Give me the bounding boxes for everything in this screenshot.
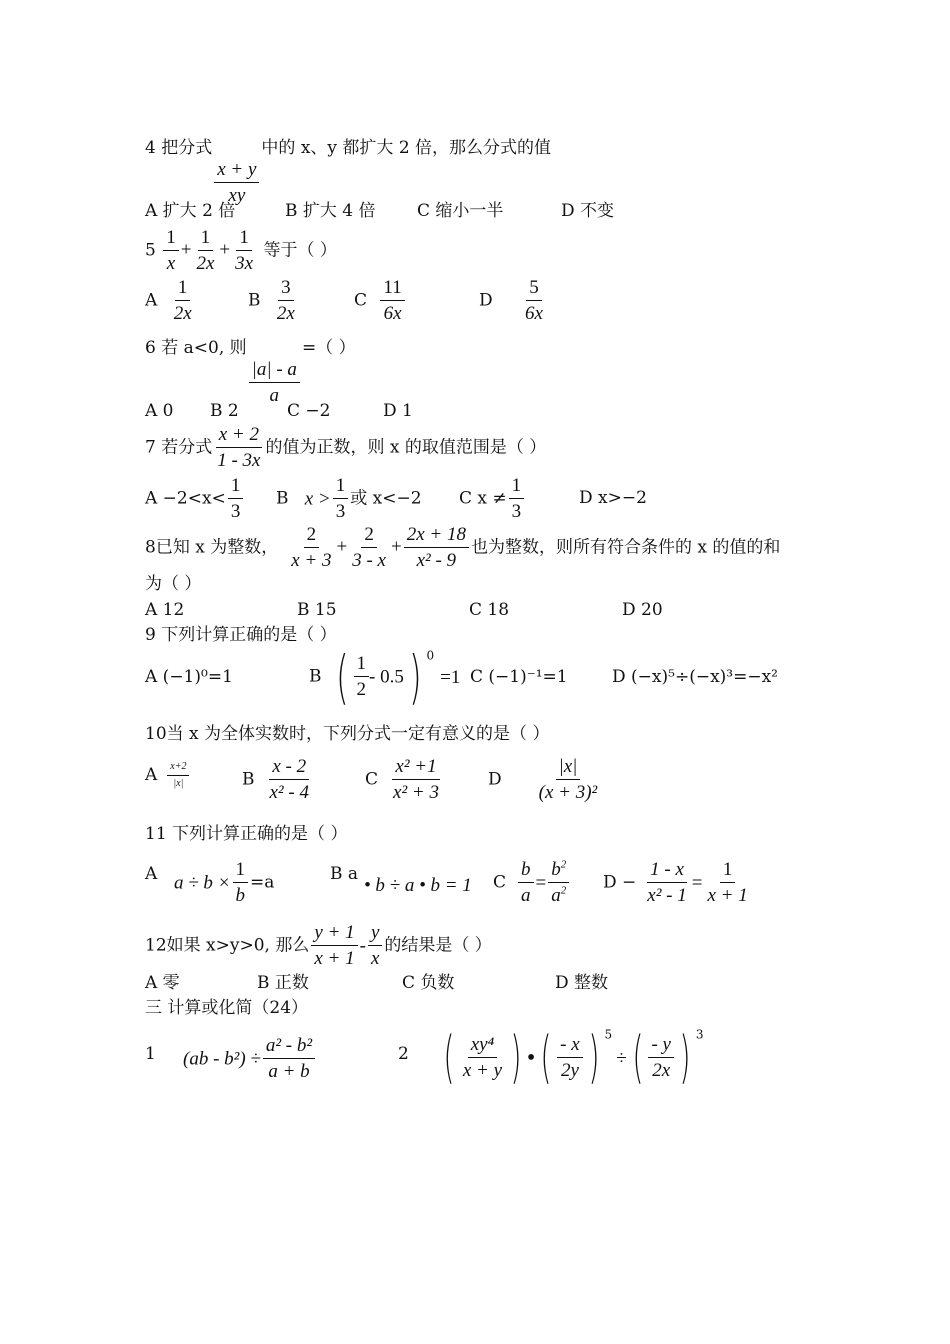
- q4-option-c: C 缩小一半: [417, 201, 504, 221]
- q4-text1: 把分式: [161, 138, 213, 158]
- q6-text: 若 a<0, 则: [161, 338, 247, 358]
- q7-fraction: $\frac{x + 2}{1 - 3x}$: [217, 424, 261, 471]
- q4-option-d: D 不变: [561, 201, 615, 221]
- q7-text2: 的值为正数，则 x 的取值范围是（ ）: [265, 437, 547, 458]
- q4-line: [145, 140, 551, 206]
- q7-option-b: B x > $\frac{1}{3}$ 或 x<−2: [276, 475, 422, 522]
- q7-number: 7: [145, 437, 156, 458]
- q5-number: 5: [145, 240, 156, 261]
- q9-option-d: D (−x)⁵÷(−x)³=−x²: [612, 667, 778, 687]
- q4-fraction: [214, 160, 259, 206]
- q8-line: 8已知 x 为整数， $\frac{2}{x + 3}$ + $\frac{2}{3 - x}$ + $\frac{2x + 18}{\text{x² - 9}}$ 也为整数，则所有符合条件的 x 的值的和: [145, 524, 781, 571]
- q6-number: 6: [145, 338, 156, 358]
- q8-option-b: B 15: [297, 600, 337, 620]
- q4-option-b: B 扩大 4 倍: [285, 201, 376, 221]
- q10-option-d: D $\frac{|x|}{\text{(x + 3)²}}$: [488, 756, 598, 803]
- q9-option-a: A (−1)⁰=1: [145, 667, 233, 687]
- q8-option-d: D 20: [622, 600, 663, 620]
- q5-line: 5 $\frac{1}{x}$ + $\frac{1}{2x}$ + $\frac{1}{3x}$ 等于（ ）: [145, 227, 337, 274]
- q7-text1: 若分式: [161, 437, 213, 458]
- q8-option-a: A 12: [145, 600, 185, 620]
- problem2-expression: ( $\frac{\text{xy⁴}}{x + y}$ ) •( $\frac{- x}{2y}$ ) $^5$÷( $\frac{- y}{2x}$ ) $^3$: [443, 1025, 704, 1090]
- q10-question: 10当 x 为全体实数时，下列分式一定有意义的是（ ）: [145, 724, 550, 744]
- q11-question: 11 下列计算正确的是（ ）: [145, 824, 348, 844]
- q5-option-c: C $\frac{11}{6x}$: [354, 278, 407, 324]
- q11-option-d: D − $\frac{1 - x}{\text{x² - 1}}$ = $\frac{1}{x + 1}$: [603, 859, 748, 906]
- section3-title: 三 计算或化简（24）: [145, 998, 309, 1018]
- q11-option-b-expr: • b ÷ a • b = 1: [364, 875, 472, 896]
- q8-line2: 为（ ）: [145, 574, 202, 594]
- q6-line: [145, 340, 356, 406]
- q12-option-c: C 负数: [402, 973, 455, 993]
- q4-frac-den: xy: [228, 184, 246, 206]
- q8-text1: 已知 x 为整数，: [155, 537, 279, 558]
- q11-option-c: C $\frac{b}{a}$ = $\frac{b^2}{a^2}$: [493, 860, 571, 906]
- q7-option-a: A −2<x< $\frac{1}{3}$: [145, 476, 245, 522]
- q6-option-a: A 0: [145, 401, 174, 421]
- q8-number: 8: [145, 537, 156, 558]
- q11-option-b: B a: [330, 864, 359, 884]
- q9-option-b: B ( $\frac{1}{2}$ - 0.5) $^0$=1: [309, 643, 461, 711]
- q7-option-c: C x ≠ $\frac{1}{3}$: [459, 476, 526, 522]
- problem1-expression: (ab - b²) ÷ $\frac{\text{a² - b²}}{a + b}$: [183, 1036, 317, 1082]
- q9-question: 9 下列计算正确的是（ ）: [145, 625, 337, 645]
- q5-option-a: A $\frac{1}{2x}$: [145, 277, 192, 324]
- q8-option-c: C 18: [469, 600, 510, 620]
- q12-line: 12如果 x>y>0, 那么 $\frac{y + 1}{x + 1}$ - $\frac{y}{x}$ 的结果是（ ）: [145, 922, 492, 969]
- q5-suffix: 等于（ ）: [263, 240, 337, 261]
- q10-option-c: C $\frac{\text{x² +1}}{\text{x² + 3}}$: [365, 756, 439, 803]
- q10-option-b: B $\frac{x - 2}{\text{x² - 4}}$: [242, 756, 309, 803]
- q8-text2: 也为整数，则所有符合条件的 x 的值的和: [470, 537, 781, 558]
- q5-option-d: D $\frac{5}{6x}$: [479, 277, 543, 324]
- q12-option-d: D 整数: [555, 973, 609, 993]
- q6-suffix: =（ ）: [301, 338, 356, 358]
- q4-text2: 中的 x、y 都扩大 2 倍，那么分式的值: [261, 138, 552, 158]
- q6-fraction: $\frac{|a| - a}{a}$: [249, 360, 300, 406]
- q10-option-a: A $\frac{x+2}{|x|}$: [145, 762, 191, 789]
- q5-option-b: B $\frac{3}{2x}$: [248, 277, 295, 324]
- q6-option-d: D 1: [383, 401, 413, 421]
- q7-line: [145, 425, 546, 471]
- problem2-number: 2: [398, 1044, 409, 1064]
- q11-option-a-label: A: [145, 864, 158, 884]
- q4-number: 4: [145, 138, 156, 158]
- q6-option-c: C −2: [287, 401, 331, 421]
- q7-option-d: D x>−2: [579, 488, 647, 508]
- q4-frac-num: x + y: [214, 160, 259, 183]
- q12-option-b: B 正数: [257, 973, 309, 993]
- problem1-number: 1: [145, 1044, 156, 1064]
- q12-option-a: A 零: [145, 973, 180, 993]
- q11-option-a: a ÷ b × $\frac{1}{b}$ =a: [174, 859, 275, 906]
- q9-option-c: C (−1)⁻¹=1: [470, 667, 568, 687]
- q6-option-b: B 2: [210, 401, 239, 421]
- q4-option-a: A 扩大 2 倍: [145, 201, 236, 221]
